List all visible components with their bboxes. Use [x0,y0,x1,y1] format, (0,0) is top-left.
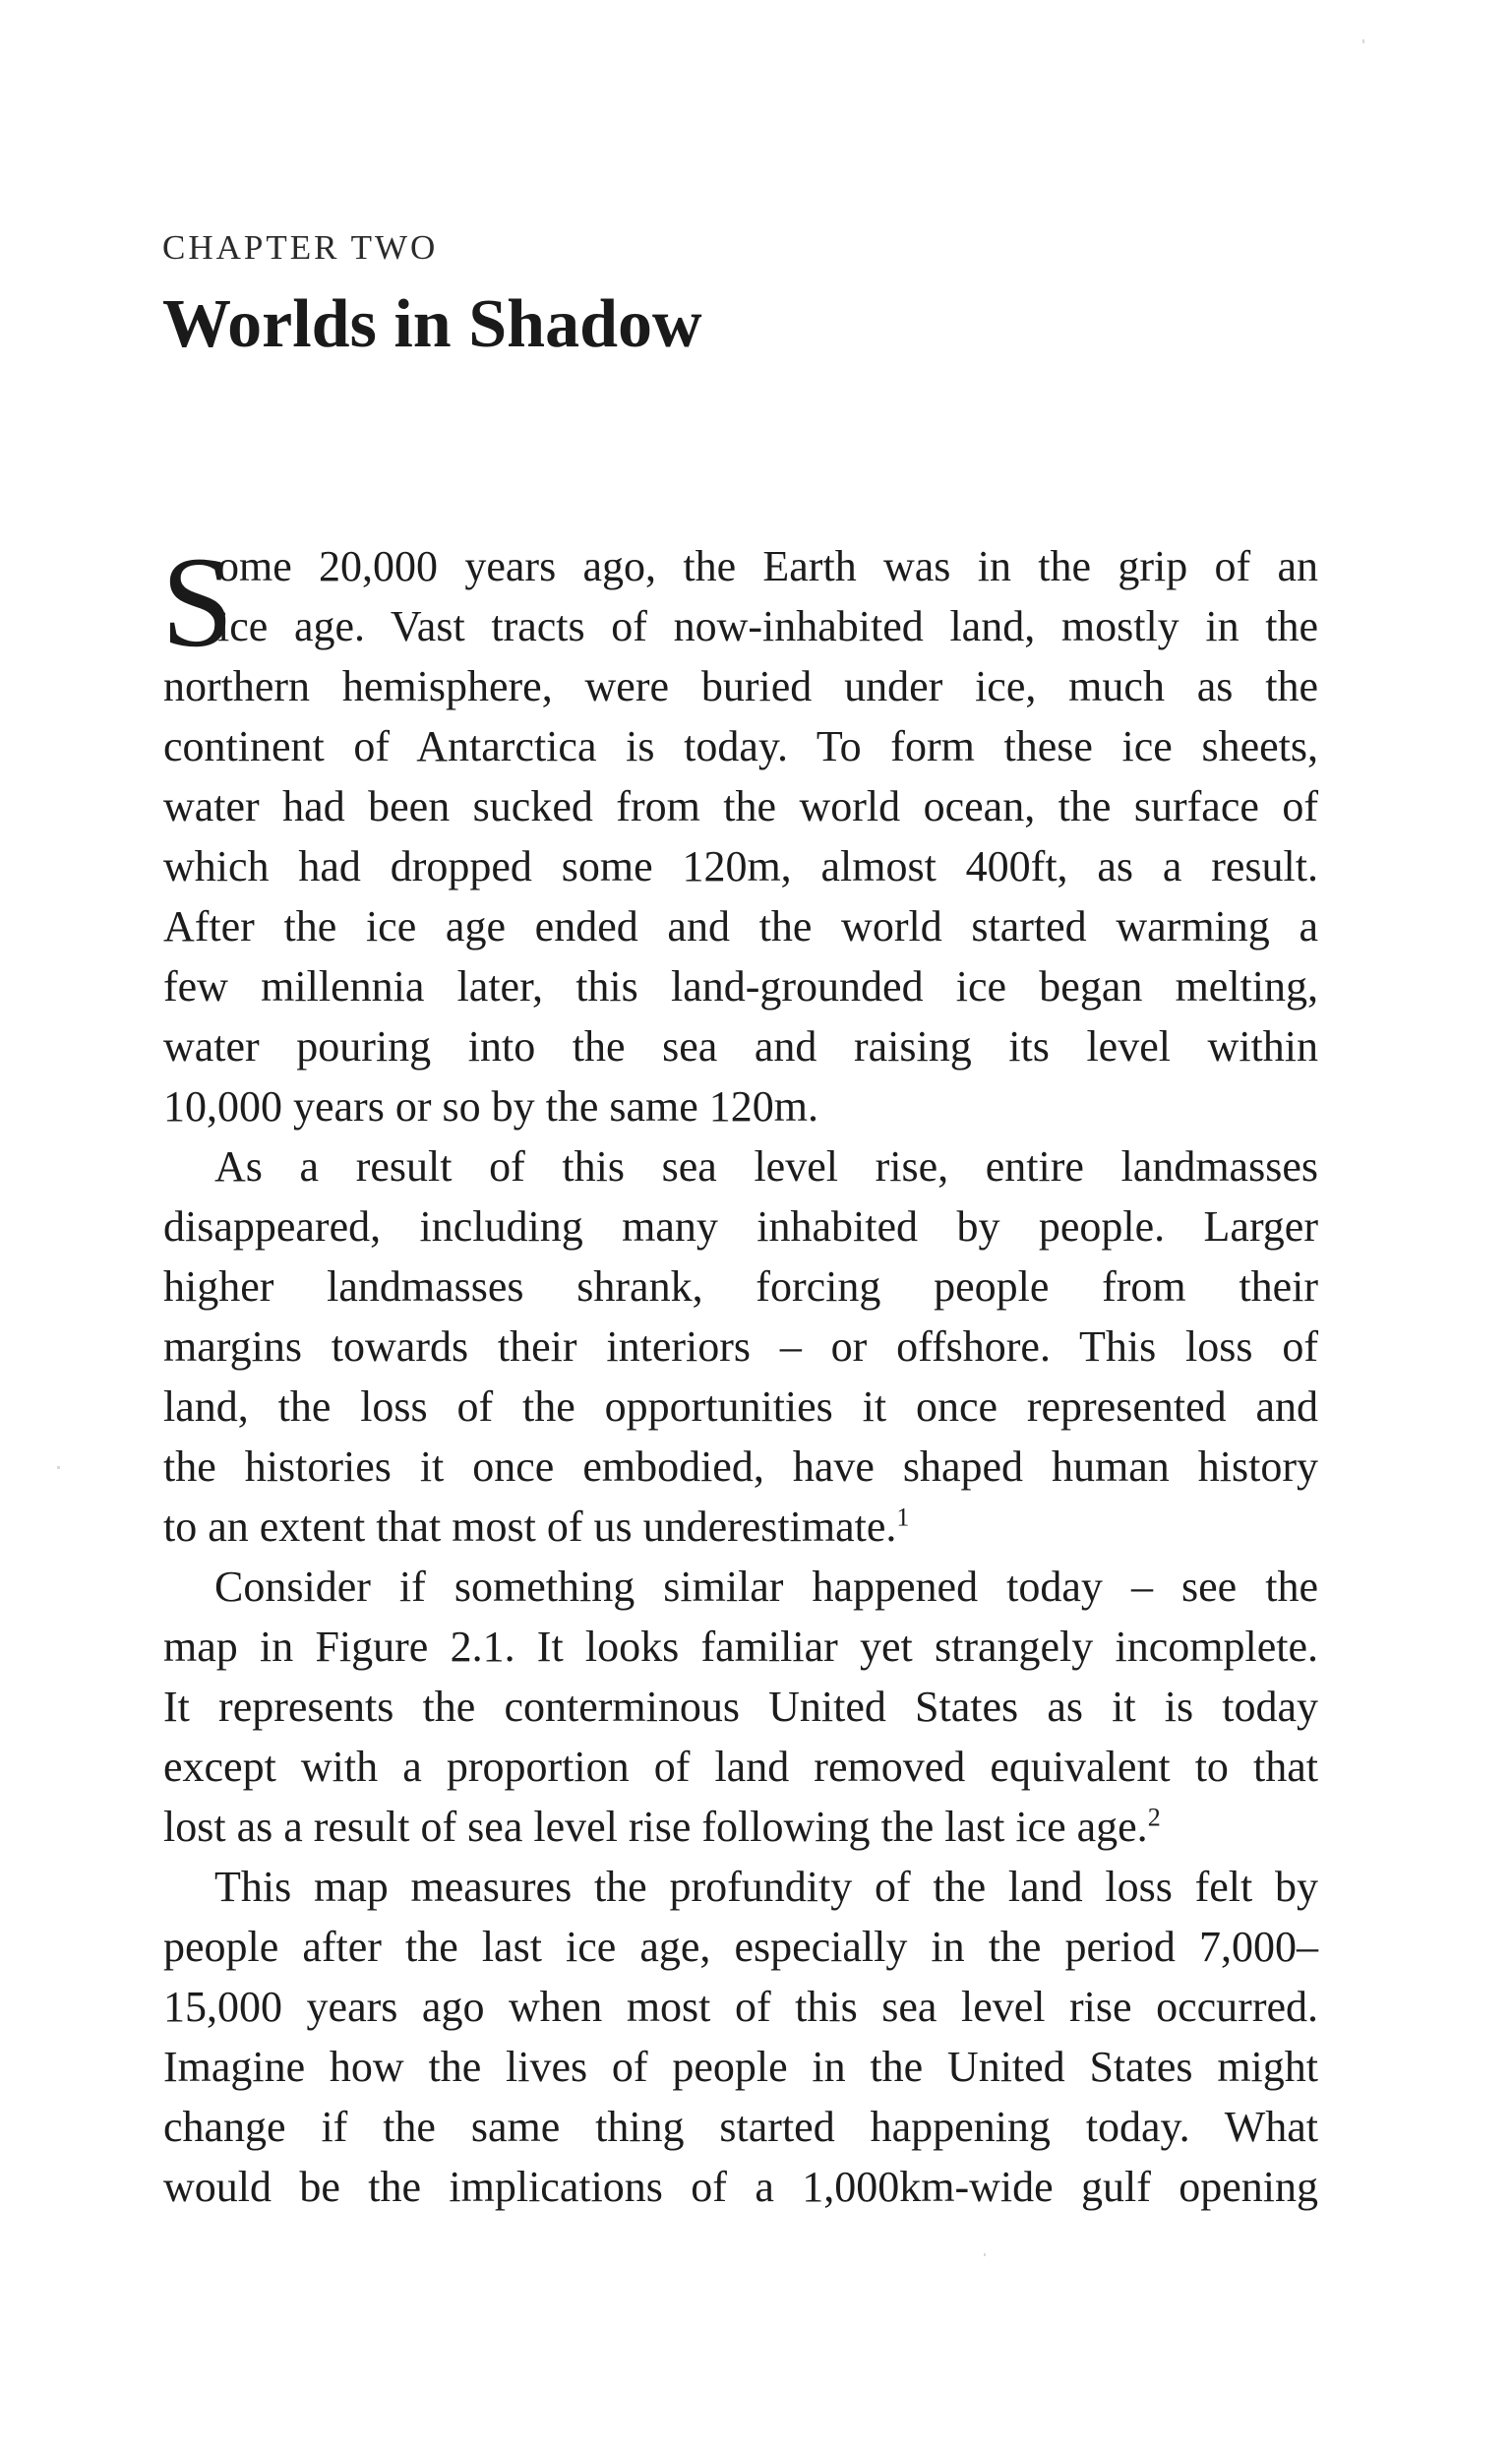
text-line: which had dropped some 120m, almost 400ft, as a result. [163,842,1318,890]
text-line: After the ice age ended and the world started warming a [163,902,1318,950]
scan-speck [57,1466,60,1469]
text-line: Imagine how the lives of people in the United States might [163,2043,1318,2091]
text-line: ome 20,000 years ago, the Earth was in the grip of an [217,542,1318,590]
text-line: It represents the conterminous United States as it is today [163,1683,1318,1731]
footnote-marker: 1 [896,1502,910,1532]
text-line: This map measures the profundity of the land loss felt by [214,1863,1318,1911]
text-line: people after the last ice age, especially in the period 7,000– [163,1923,1318,1971]
text-line: to an extent that most of us underestimate. [163,1502,897,1551]
text-line: northern hemisphere, were buried under ice, much as the [163,662,1318,710]
body-text [161,529,1318,2217]
text-line: change if the same thing started happening today. What [163,2103,1318,2151]
chapter-title: Worlds in Shadow [162,286,702,362]
text-line: higher landmasses shrank, forcing people from their [163,1262,1318,1311]
text-line: ice age. Vast tracts of now-inhabited land, mostly in the [217,602,1318,650]
text-line: map in Figure 2.1. It looks familiar yet strangely incomplete. [163,1623,1318,1671]
text-line: 10,000 years or so by the same 120m. [163,1082,818,1131]
text-line: disappeared, including many inhabited by people. Larger [163,1202,1318,1251]
text-line: continent of Antarctica is today. To form these ice sheets, [163,722,1318,770]
text-line: margins towards their interiors – or offshore. This loss of [163,1322,1318,1371]
text-line: lost as a result of sea level rise following the last ice age. [163,1803,1148,1851]
footnote-marker: 2 [1147,1803,1161,1832]
text-line: As a result of this sea level rise, entire landmasses [214,1142,1318,1191]
text-line: land, the loss of the opportunities it once represented and [163,1382,1318,1431]
text-line: except with a proportion of land removed equivalent to that [163,1743,1318,1791]
text-line-with-footnote [163,1797,1318,1857]
text-line: the histories it once embodied, have shaped human history [163,1442,1318,1491]
drop-cap: S [161,529,234,674]
text-line: 15,000 years ago when most of this sea level rise occurred. [163,1983,1318,2031]
text-line: water had been sucked from the world ocean, the surface of [163,782,1318,830]
scan-speck [1362,39,1364,43]
chapter-label: CHAPTER TWO [162,228,439,267]
text-line: water pouring into the sea and raising its level within [163,1022,1318,1071]
text-line: few millennia later, this land-grounded ice began melting, [163,962,1318,1011]
scan-speck [984,2253,986,2256]
text-line: Consider if something similar happened today – see the [214,1563,1318,1611]
text-line: would be the implications of a 1,000km-wide gulf opening [163,2163,1318,2211]
text-line-with-footnote [163,1497,1318,1557]
